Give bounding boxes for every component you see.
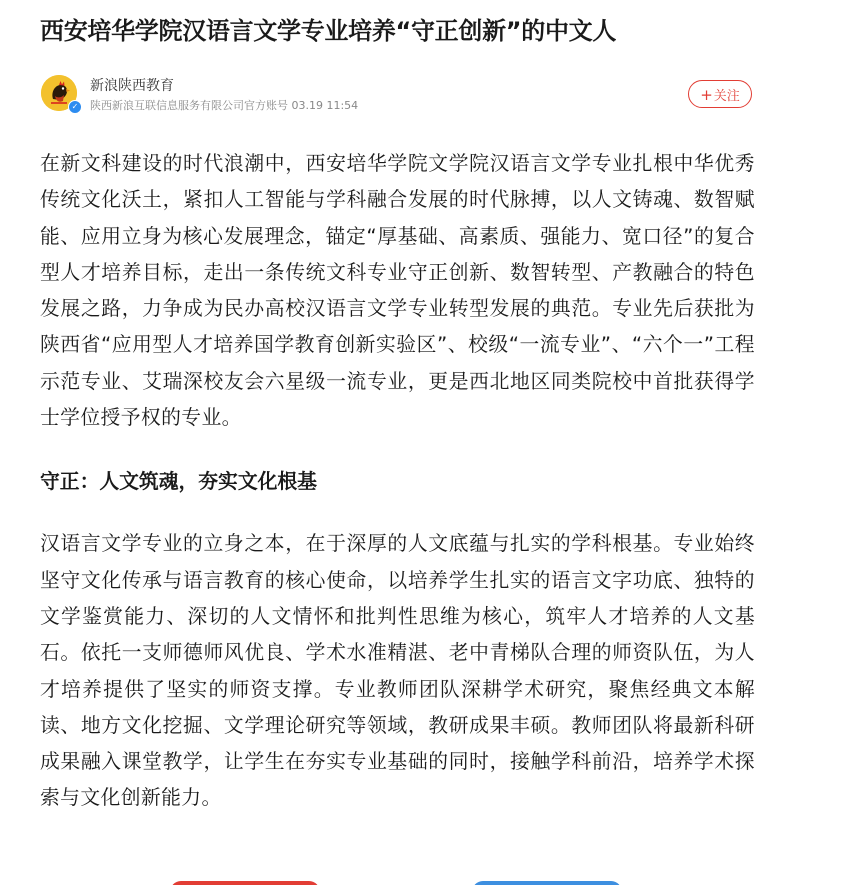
follow-label: 关注 <box>713 89 740 104</box>
bottom-action-button-blue[interactable] <box>472 881 622 885</box>
plus-icon: + <box>700 86 713 104</box>
verified-badge-icon: ✓ <box>68 100 82 114</box>
follow-button[interactable] <box>688 80 752 108</box>
author-name[interactable]: 新浪陕西教育 <box>90 78 174 94</box>
intro-paragraph: 在新文科建设的时代浪潮中，西安培华学院文学院汉语言文学专业扎根中华优秀传统文化沃土，紧扣人工智能与学科融合发展的时代脉搏，以人文铸魂、数智赋能、应用立身为核心发展理念，锚定“厚基础、高素质、强能力、宽口径”的复合型人才培养目标，走出一条传统文科专业守正创新、数智转型、产教融合的特色发展之路，力争成为民办高校汉语言文学专业转型发展的典范。专业先后获批为陕西省“应用型人才培养国学教育创新实验区”、校级“一流专业”、“六个一”工程示范专业、艾瑞深校友会六星级一流专业，更是西北地区同类院校中首批获得学士学位授予权的专业。 <box>40 152 755 430</box>
bottom-action-button-red[interactable] <box>170 881 320 885</box>
article <box>40 0 755 817</box>
article-title: 西安培华学院汉语言文学专业培养“守正创新”的中文人 <box>40 17 617 45</box>
author-bar <box>40 74 755 120</box>
section-heading: 守正：人文筑魂，夯实文化根基 <box>40 470 317 494</box>
section-paragraph: 汉语言文学专业的立身之本，在于深厚的人文底蕴与扎实的学科根基。专业始终坚守文化传承与语言教育的核心使命，以培养学生扎实的语言文字功底、独特的文学鉴赏能力、深切的人文情怀和批判性思维为核心，筑牢人才培养的人文基石。依托一支师德师风优良、学术水准精湛、老中青梯队合理的师资队伍，为人才培养提供了坚实的师资支撑。专业教师团队深耕学术研究，聚焦经典文本解读、地方文化挖掘、文学理论研究等领域，教研成果丰硕。教师团队将最新科研成果融入课堂教学，让学生在夯实专业基础的同时，接触学科前沿，培养学术探索与文化创新能力。 <box>40 532 755 810</box>
author-meta: 陕西新浪互联信息服务有限公司官方账号 03.19 11:54 <box>90 99 359 112</box>
